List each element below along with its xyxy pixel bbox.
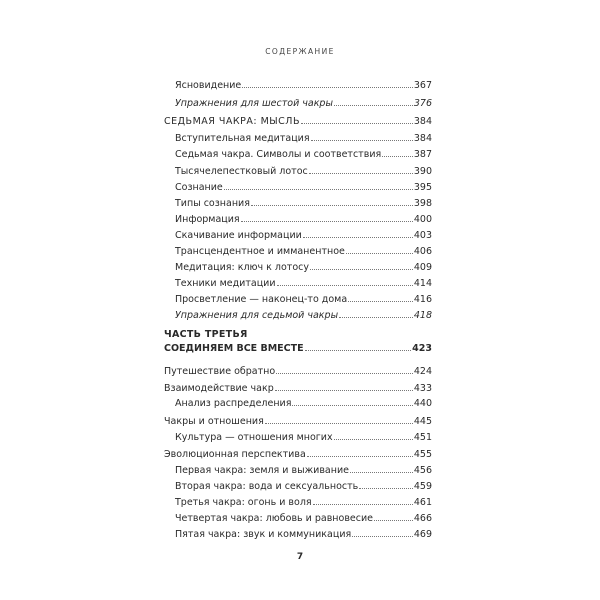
toc-entry-page: 387 (413, 149, 432, 160)
toc-entry (175, 213, 432, 226)
toc-entry-label: Упражнения для седьмой чакры (175, 310, 339, 321)
toc-entry-page: 395 (413, 182, 432, 193)
toc-entry-label: Третья чакра: огонь и воля (175, 497, 312, 508)
leader-dots (265, 415, 413, 424)
leader-dots (346, 245, 413, 254)
leader-dots (277, 277, 413, 286)
toc-entry (175, 79, 432, 92)
toc-entry (175, 293, 432, 306)
toc-entry (175, 528, 432, 541)
leader-dots (359, 480, 413, 489)
part-title-label: СОЕДИНЯЕМ ВСЕ ВМЕСТЕ (164, 343, 304, 354)
leader-dots (382, 148, 413, 157)
leader-dots (310, 261, 413, 270)
leader-dots (276, 365, 413, 374)
toc-entry-page: 384 (413, 133, 432, 144)
toc-entry-label: Ясновидение (175, 80, 242, 91)
leader-dots (348, 293, 413, 302)
leader-dots (303, 229, 413, 238)
leader-dots (307, 448, 413, 457)
toc-entry-page: 416 (413, 294, 432, 305)
toc-entry-label: Просветление — наконец-то дома (175, 294, 348, 305)
toc-entry-label: Тысячелепестковый лотос (175, 166, 308, 177)
toc-entry-page: 456 (413, 465, 432, 476)
toc-entry-page: 406 (413, 246, 432, 257)
leader-dots (309, 165, 413, 174)
leader-dots (352, 528, 413, 537)
leader-dots (334, 431, 413, 440)
toc-chapter (164, 365, 432, 378)
leader-dots (275, 382, 413, 391)
toc-entry (175, 261, 432, 274)
leader-dots (350, 464, 413, 473)
toc-chapter-label: Эволюционная перспектива (164, 449, 306, 460)
leader-dots (334, 97, 413, 106)
toc-entry-page: 409 (413, 262, 432, 273)
toc-entry-page: 376 (413, 98, 432, 109)
toc-entry (175, 309, 432, 322)
leader-dots (374, 512, 413, 521)
toc-entry-label: Вторая чакра: вода и сексуальность (175, 481, 359, 492)
toc-chapter-page: 433 (413, 383, 432, 394)
toc-entry-page: 398 (413, 198, 432, 209)
part-title-page: 423 (412, 343, 432, 354)
toc-entry-label: Упражнения для шестой чакры (175, 98, 333, 109)
toc-entry (175, 165, 432, 178)
toc-entry-label: Скачивание информации (175, 230, 302, 241)
toc-entry-label: Техники медитации (175, 278, 276, 289)
toc-entry (175, 97, 432, 110)
toc-entry (175, 277, 432, 290)
toc-entry-label: Культура — отношения многих (175, 432, 333, 443)
toc-entry (175, 132, 432, 145)
toc-entry-page: 466 (413, 513, 432, 524)
toc-entry-label: Анализ распределения (175, 398, 292, 409)
toc-entry (175, 480, 432, 493)
part-title (164, 342, 432, 355)
leader-dots (224, 181, 413, 190)
toc-entry (175, 512, 432, 525)
leader-dots (339, 309, 413, 318)
leader-dots (251, 197, 413, 206)
toc-chapter (164, 415, 432, 428)
toc-entry-label: Вступительная медитация (175, 133, 310, 144)
toc-entry-label: Трансцендентное и имманентное (175, 246, 345, 257)
leader-dots (313, 496, 413, 505)
toc-chapter (164, 115, 432, 128)
toc-entry-page: 400 (413, 214, 432, 225)
toc-entry-page: 469 (413, 529, 432, 540)
toc-chapter-page: 384 (413, 116, 432, 127)
toc-entry-label: Типы сознания (175, 198, 250, 209)
toc-entry (175, 431, 432, 444)
toc-entry-label: Четвертая чакра: любовь и равновесие (175, 513, 374, 524)
toc-entry-label: Сознание (175, 182, 223, 193)
part-heading: ЧАСТЬ ТРЕТЬЯ (164, 329, 248, 340)
toc-entry-label: Медитация: ключ к лотосу (175, 262, 309, 273)
toc-entry (175, 229, 432, 242)
leader-dots (292, 397, 412, 406)
toc-chapter-label: Взаимодействие чакр (164, 383, 274, 394)
page-number: 7 (296, 552, 304, 562)
toc-chapter-label: Чакры и отношения (164, 416, 264, 427)
toc-entry-page: 403 (413, 230, 432, 241)
toc-chapter (164, 382, 432, 395)
toc-entry (175, 245, 432, 258)
toc-entry-label: Седьмая чакра. Символы и соответствия (175, 149, 382, 160)
toc-entry-page: 451 (413, 432, 432, 443)
toc-chapter-page: 445 (413, 416, 432, 427)
leader-dots (305, 342, 412, 351)
running-header: СОДЕРЖАНИЕ (265, 47, 335, 56)
toc-entry (175, 181, 432, 194)
toc-entry-label: Информация (175, 214, 240, 225)
toc-entry-label: Первая чакра: земля и выживание (175, 465, 349, 476)
toc-entry (175, 148, 432, 161)
leader-dots (311, 132, 413, 141)
toc-chapter-label: Путешествие обратно (164, 366, 276, 377)
leader-dots (242, 79, 413, 88)
toc-entry-label: Пятая чакра: звук и коммуникация (175, 529, 352, 540)
toc-entry-page: 414 (413, 278, 432, 289)
leader-dots (301, 115, 413, 124)
toc-entry-page: 459 (413, 481, 432, 492)
toc-entry (175, 496, 432, 509)
toc-entry (175, 464, 432, 477)
toc-chapter-label: СЕДЬМАЯ ЧАКРА: МЫСЛЬ (164, 116, 300, 127)
toc-entry (175, 197, 432, 210)
toc-entry-page: 418 (413, 310, 432, 321)
toc-entry-page: 461 (413, 497, 432, 508)
leader-dots (241, 213, 413, 222)
toc-entry-page: 367 (413, 80, 432, 91)
toc-chapter (164, 448, 432, 461)
toc-entry-page: 440 (413, 398, 432, 409)
toc-entry (175, 397, 432, 410)
toc-chapter-page: 455 (413, 449, 432, 460)
toc-entry-page: 390 (413, 166, 432, 177)
toc-chapter-page: 424 (413, 366, 432, 377)
